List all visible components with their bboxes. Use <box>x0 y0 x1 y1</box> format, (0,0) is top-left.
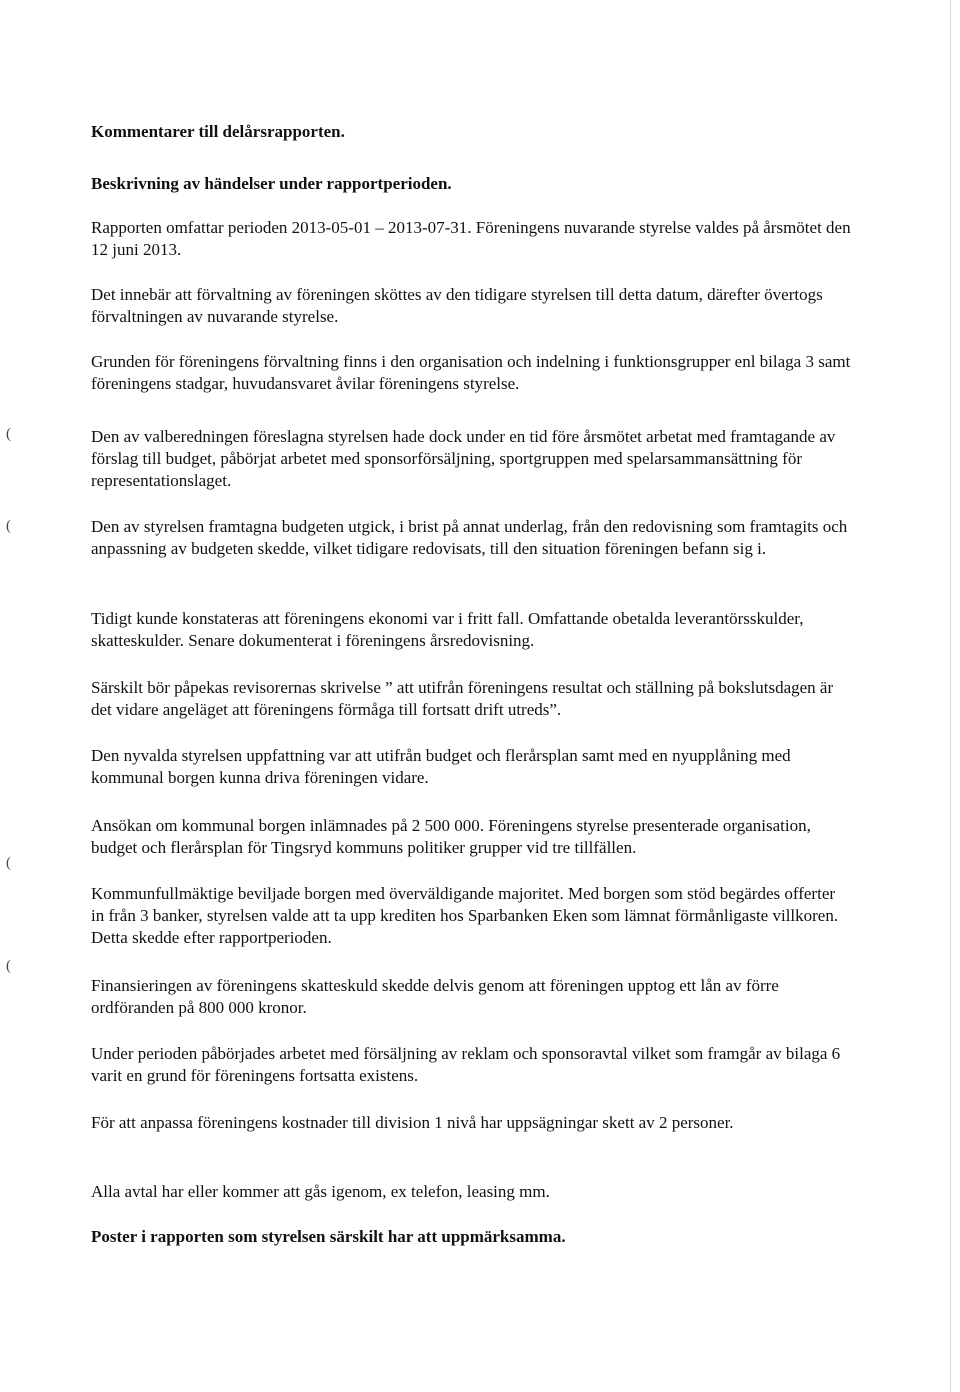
paragraph-economy: Tidigt kunde konstateras att föreningens ekonomi var i fritt fall. Omfattande obetalda leverantörsskulder, skatteskulder. Senare dokumenterat i föreningens årsredovisning. <box>91 609 804 650</box>
paragraph-organisation: Grunden för föreningens förvaltning finns i den organisation och indelning i funktionsgrupper enl bilaga 3 samt föreningens stadgar, huvudansvaret åvilar föreningens styrelse. <box>91 352 851 393</box>
paragraph-budget: Den av styrelsen framtagna budgeten utgick, i brist på annat underlag, från den redovisning som framtagits och anpassning av budgeten skedde, vilket tidigare redovisats, till den situation föreningen befann sig i. <box>91 517 848 558</box>
paragraph-period: Rapporten omfattar perioden 2013-05-01 – 2013-07-31. Föreningens nuvarande styrelse valdes på årsmötet den 12 juni 2013. <box>91 218 851 259</box>
paragraph-sponsorship: Under perioden påbörjades arbetet med försäljning av reklam och sponsoravtal vilket som framgår av bilaga 6 varit en grund för föreningens fortsatta existens. <box>91 1044 841 1085</box>
margin-parenthesis: ( <box>6 518 11 534</box>
paragraph-council-decision: Kommunfullmäktige beviljade borgen med överväldigande majoritet. Med borgen som stöd begärdes offerter in från 3 banker, styrelsen valde att ta upp krediten hos Sparbanken Eken som lämnat förmånligaste villkoren. Detta skedde efter rapportperioden. <box>91 884 839 947</box>
paragraph-nomination: Den av valberedningen föreslagna styrelsen hade dock under en tid före årsmötet arbetat med framtagande av förslag till budget, påbörjat arbetet med sponsorförsäljning, sportgruppen med spelarsammansättning för representationslaget. <box>91 427 836 490</box>
scan-edge-line <box>950 0 951 1392</box>
paragraph-auditors: Särskilt bör påpekas revisorernas skrivelse ” att utifrån föreningens resultat och ställning på bokslutsdagen är det vidare angeläget att föreningens förmåga till fortsatt drift utreds”. <box>91 678 834 719</box>
margin-parenthesis: ( <box>6 426 11 442</box>
paragraph-layoffs: För att anpassa föreningens kostnader till division 1 nivå har uppsägningar skett av 2 personer. <box>91 1113 734 1132</box>
paragraph-guarantee-application: Ansökan om kommunal borgen inlämnades på 2 500 000. Föreningens styrelse presenterade organisation, budget och flerårsplan för Tingsryd kommuns politiker grupper vid tre tillfällen. <box>91 816 811 857</box>
margin-parenthesis: ( <box>6 855 11 871</box>
closing-heading: Poster i rapporten som styrelsen särskilt har att uppmärksamma. <box>91 1227 566 1246</box>
paragraph-management: Det innebär att förvaltning av föreningen sköttes av den tidigare styrelsen till detta datum, därefter övertogs förvaltningen av nuvarande styrelse. <box>91 285 823 326</box>
paragraph-agreements: Alla avtal har eller kommer att gås igenom, ex telefon, leasing mm. <box>91 1182 550 1201</box>
paragraph-tax-debt: Finansieringen av föreningens skatteskuld skedde delvis genom att föreningen upptog ett lån av förre ordföranden på 800 000 kronor. <box>91 976 779 1017</box>
section-heading: Beskrivning av händelser under rapportperioden. <box>91 174 452 193</box>
paragraph-new-board: Den nyvalda styrelsen uppfattning var att utifrån budget och flerårsplan samt med en nyupplåning med kommunal borgen kunna driva föreningen vidare. <box>91 746 791 787</box>
document-heading: Kommentarer till delårsrapporten. <box>91 122 345 141</box>
margin-parenthesis: ( <box>6 958 11 974</box>
